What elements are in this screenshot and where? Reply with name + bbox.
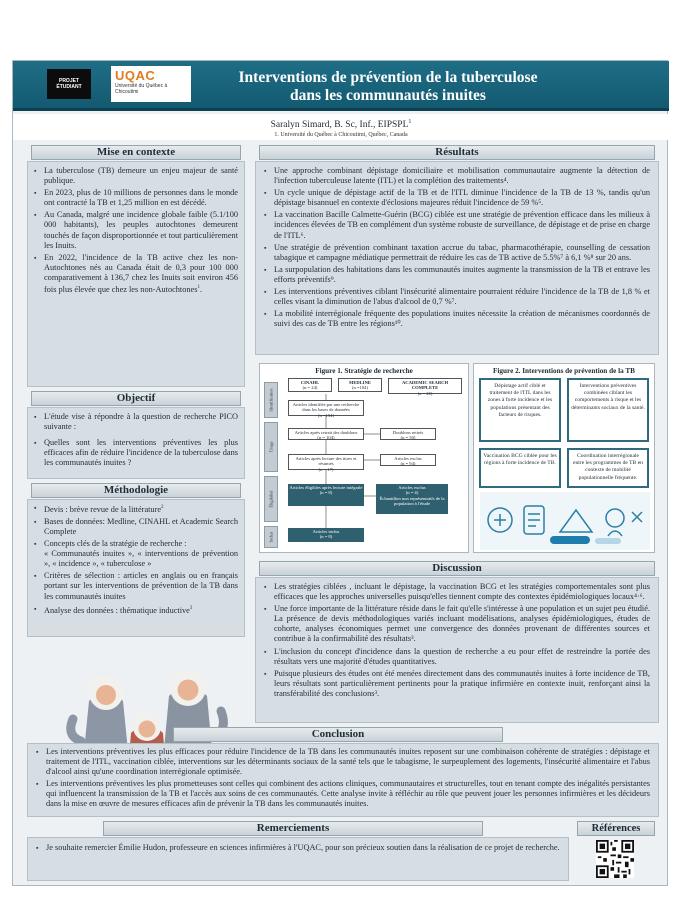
flow-stage-label: Triage [268, 441, 274, 453]
reference-sup: 3 [189, 605, 193, 611]
flow-box-label: Articles éligibles après lecture intégrale [289, 485, 363, 490]
methodologie-list [28, 500, 244, 615]
list-item: ▪ Concepts clés de la stratégie de recherche : [34, 539, 238, 549]
author-strip [13, 114, 669, 140]
poster [12, 60, 668, 886]
references-qr-code[interactable] [596, 840, 634, 878]
intervention-box-coordination: Coordination interrégionale entre les programmes de TB en contexte de mobilité populationnelle fréquente. [567, 448, 649, 488]
flow-box-count: (n = 8) [319, 490, 333, 496]
flow-box-label: Articles exclus [394, 456, 422, 461]
discussion-heading: Discussion [259, 561, 655, 576]
flow-box-count: (n =154) [318, 412, 334, 418]
title-line-2: dans les communautés inuites [290, 87, 486, 104]
flow-box-count: (n = 17) [318, 466, 334, 472]
flow-stage-label: Identification [268, 388, 274, 412]
flow-box-count: (n = 8) [319, 534, 333, 540]
mise-en-contexte-panel [27, 161, 245, 387]
list-item: ▪ Une stratégie de prévention combinant taxation accrue du tabac, pharmacothérapie, counselling de cessation tabagique et campagne médiatique permettrait de réduire les cas de TB active de 5.5%⁷ à 6,1 %⁸ sur 20 ans. [264, 243, 650, 263]
methodologie-panel [27, 499, 245, 637]
resultats-heading: Résultats [259, 145, 655, 160]
list-item: ▪ Les interventions préventives les plus prometteuses sont celles qui combinent des actions cliniques, communautaires et structurelles, tout en tenant compte des inégalités persistantes qui influencent la transmission de la TB et l'accès aux soins de ces communautés. Cette analyse invite à réfléchir au rôle que peuvent jouer les personnes infirmières et les décideurs dans la mise en œuvre de mesures efficaces afin de prévenir la TB dans les communautés inuites. [36, 779, 650, 809]
intervention-box-depistage: Dépistage actif ciblé et traitement de l'ITL dans les zones à forte incidence et les populations présentant des facteurs de risques. [479, 378, 561, 442]
flow-box-label: Articles après lecture des titres et résumés [295, 456, 357, 467]
list-item: ▪ L'étude vise à répondre à la question de recherche PICO suivante : [34, 412, 238, 432]
list-item: ▪ Les stratégies ciblées , incluant le dépistage, la vaccination BCG et les stratégies comportementales sont plus efficaces que les approches universelles puisqu'elles tiennent compte des contextes épidémiologiques locaux⁴·⁶. [264, 582, 650, 602]
figure-2-interventions [473, 363, 655, 553]
mise-en-contexte-list [28, 162, 244, 295]
flow-box-count: (n = 26) [417, 390, 433, 396]
objectif-list [28, 408, 244, 468]
list-item: ▪ La tuberculose (TB) demeure un enjeu majeur de santé publique. [34, 166, 238, 186]
flow-box-count: (n =104) [352, 385, 368, 391]
flow-box-label: CINAHL [300, 380, 320, 385]
list-item: ▪ La vaccination Bacille Calmette-Guérin (BCG) ciblée est une stratégie de prévention efficace dans les milieux à incidences élevées de TB en complément d'un système robuste de surveillance, de dépistage et de prise en charge de l'ITL⁶. [264, 210, 650, 240]
uqac-logo [111, 66, 191, 102]
flow-box-count: (n = 104) [317, 435, 335, 441]
figure-1-title: Figure 1. Stratégie de recherche [315, 367, 413, 375]
methodologie-heading: Méthodologie [31, 483, 241, 498]
flow-box-label: Articles inclus [312, 529, 340, 534]
poster-header [13, 61, 669, 111]
flow-box-label: ACADEMIC SEARCH COMPLETE [401, 380, 449, 391]
flow-box-label: Articles exclus [398, 485, 426, 490]
list-item: ▪ Une force importante de la littérature réside dans le fait qu'elle s'intéresse à une population et un sujet peu étudié. La présence de devis méthodologiques variés incluant modélisations, analyses épidémiologiques, études de cohorte, analyses économiques permet une convergence des données provenant de différentes sources et contribue à la confirmabilité des résultats³. [264, 604, 650, 644]
author-line [13, 114, 669, 131]
list-item: ▪ L'inclusion du concept d'incidence dans la question de recherche a eu pour effet de restreindre la portée des résultats vers une majorité d'études quantitatives. [264, 647, 650, 667]
list-item [34, 604, 238, 616]
flow-box-detail: Échantillon non représentatifs de la population à l'étude [379, 495, 445, 507]
flow-box-label: Articles identifiés par une recherche dans les bases de données [292, 402, 360, 413]
flow-box-count: (n = 4) [405, 490, 419, 496]
title-line-1: Interventions de prévention de la tuberculose [238, 69, 538, 86]
objectif-panel [27, 407, 245, 479]
list-item: ▪ Un cycle unique de dépistage actif de la TB et de l'ITL diminue l'incidence de la TB de 13 %, tandis qu'un dépistage bisannuel en contexte d'éclosions majeures réduit l'incidence de 59 %⁵. [264, 188, 650, 208]
conclusion-list [28, 744, 658, 810]
projet-etudiant-logo-text: PROJET ÉTUDIANT [56, 78, 82, 90]
remerciements-list [28, 838, 568, 853]
reference-sup: 1 [197, 285, 200, 291]
list-item-text: Devis : brève revue de la littérature [44, 504, 162, 514]
flow-box-count: (n = 24) [302, 385, 318, 391]
figure-1-flowchart [259, 363, 469, 553]
author-name: Saralyn Simard, B. Sc, Inf., EIPSPL [270, 120, 409, 131]
list-item: ▪ Au Canada, malgré une incidence globale faible (5.1/100 000 habitants), les peuples autochtones demeurent touchés de façon disproportionnée et tout particulièrement les Inuits. [34, 210, 238, 250]
list-item: ▪ Quelles sont les interventions préventives les plus efficaces afin de réduire l'incidence de la tuberculose dans les communautés inuites ? [34, 438, 238, 468]
conclusion-panel [27, 743, 659, 817]
flow-stage-label: Éligibilité [268, 490, 274, 508]
author-sup: 1 [408, 119, 412, 125]
list-item: ▪ La surpopulation des habitations dans les communautés inuites augmente la transmission de la TB et entrave les efforts préventifs⁹. [264, 265, 650, 285]
reference-sup: 2 [161, 505, 164, 510]
affiliation: 1. Université du Québec à Chicoutimi, Québec, Canada [274, 132, 408, 139]
list-item: ▪ Les interventions préventives les plus efficaces pour réduire l'incidence de la TB dans les communautés inuites reposent sur une combinaison cohérente de stratégies : dépistage et traitement de l'ITL, vaccination ciblée, interventions sur les déterminants sociaux de la santé tels que le tabagisme, le surpeuplement des logements, l'insécurité alimentaire et l'abus d'alcool ainsi qu'une coordination interrégionale optimisée. [36, 747, 650, 777]
list-item [34, 503, 238, 515]
flow-box-label: Articles après retrait des doublons [294, 430, 358, 435]
list-item: ▪ Je souhaite remercier Émilie Hudon, professeure en sciences infirmières à l'UQAC, pour son précieux soutien dans la réalisation de ce projet de recherche. [36, 843, 560, 853]
objectif-heading: Objectif [31, 391, 241, 406]
conclusion-heading: Conclusion [173, 727, 503, 742]
flow-box-label: Doublons retirés [392, 430, 424, 435]
list-item: ▪ Bases de données: Medline, CINAHL et Academic Search Complete [34, 517, 238, 537]
uqac-logo-mark: UQAC [115, 68, 156, 83]
resultats-panel [255, 161, 659, 355]
list-item: ▪ La mobilité interrégionale fréquente des populations inuites nécessite la création de mécanismes coordonnés de suivi des cas de TB entre les régions¹⁰. [264, 309, 650, 329]
intervention-box-comportements: Interventions préventives combinées ciblant les comportements à risque et les déterminants sociaux de la santé. [567, 378, 649, 442]
remerciements-heading: Remerciements [103, 821, 483, 836]
flow-box-count: (n = 94) [400, 461, 416, 467]
discussion-panel [255, 577, 659, 723]
list-item: ▪ Puisque plusieurs des études ont été menées directement dans des communautés inuites à forte incidence de TB, leurs résultats sont particulièrement pertinents pour la pratique infirmière en contexte inuit, renforçant ainsi la transférabilité des conclusions³. [264, 669, 650, 699]
list-item: ▪ En 2022, l'incidence de la TB active chez les non-Autochtones nés au Canada était de 0,3 pour 100 000 comparativement à 136,7 chez les Inuits soit environ 456 fois plus élevée que chez les non-Autochtones$^1$. [34, 253, 238, 295]
references-heading: Références [577, 821, 655, 836]
flow-arrows [260, 364, 470, 554]
list-item: ▪ Critères de sélection : articles en anglais ou en français portant sur les interventions de prévention de la TB dans les communautés inuites [34, 571, 238, 601]
projet-etudiant-logo [47, 69, 91, 99]
list-item: ▪ Une approche combinant dépistage domiciliaire et mobilisation communautaire augmente la détection de l'infection tuberculeuse latente (ITL) et la complétion des traitements⁴. [264, 166, 650, 186]
list-item-detail: « Communautés inuites », « interventions de prévention », « incidence », « tuberculose » [44, 549, 238, 569]
discussion-list [256, 578, 658, 699]
flow-stage-label: Inclus [268, 531, 274, 543]
resultats-list [256, 162, 658, 329]
mise-en-contexte-heading: Mise en contexte [31, 145, 241, 160]
flow-box-label: MEDLINE [349, 380, 371, 385]
medical-icons-illustration [480, 492, 650, 550]
list-item: ▪ En 2023, plus de 10 millions de personnes dans le monde ont contracté la TB et 1,25 million en est décédé. [34, 188, 238, 208]
list-item-text: Analyse des données : thématique inductive [44, 605, 190, 615]
list-item: ▪ Les interventions préventives ciblant l'insécurité alimentaire pourraient réduire l'incidence de la TB de 1,8 % et celles visant la diminution de l'abus d'alcool de 0,7 %⁷. [264, 287, 650, 307]
list-item-text: En 2022, l'incidence de la TB active chez les non-Autochtones nés au Canada était de 0,3 pour 100 000 comparativement à 136,7 chez les Inuits soit environ 456 fois plus élevée que chez les non-Autochtones [44, 252, 238, 294]
figure-2-title: Figure 2. Interventions de prévention de la TB [493, 367, 635, 375]
uqac-logo-sub: Université du Québec à Chicoutimi [115, 83, 168, 95]
remerciements-panel [27, 837, 569, 881]
intervention-box-bcg: Vaccination BCG ciblée pour les régions à forte incidence de TB. [479, 448, 561, 488]
flow-box-count: (n = 50) [400, 435, 416, 441]
poster-title [193, 69, 583, 105]
